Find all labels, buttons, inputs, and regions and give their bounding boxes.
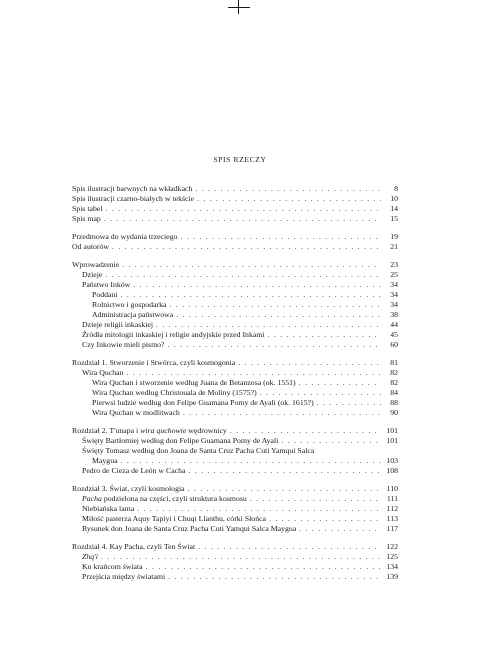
toc-entry-label: Źródła mitologii inkaskiej i religie andyjskie przed Inkami	[82, 330, 265, 339]
dot-leader	[195, 184, 381, 194]
toc-entry-label: Rozdział 2. T'unapa i wira quchowie wędrownicy	[72, 426, 227, 435]
page-title: SPIS RZECZY	[213, 155, 267, 164]
toc-page-number: 82	[390, 368, 398, 377]
dot-leader	[106, 204, 381, 214]
dot-leader	[183, 408, 381, 418]
dot-leader	[260, 388, 381, 398]
toc-page-number: 101	[386, 426, 398, 435]
toc-page-number: 111	[386, 494, 398, 503]
toc-page-number: 21	[390, 242, 398, 251]
toc-entry[interactable]	[72, 542, 398, 552]
dot-leader	[101, 552, 381, 562]
dot-leader	[317, 398, 381, 408]
toc-entry[interactable]	[72, 572, 398, 582]
toc-entry[interactable]	[72, 524, 398, 534]
toc-section	[72, 260, 398, 350]
toc-entry-label: Administracja państwowa	[92, 310, 174, 319]
toc-page-number: 23	[390, 260, 398, 269]
toc-page-number: 113	[386, 514, 398, 523]
dot-leader	[156, 320, 381, 330]
toc-entry[interactable]	[72, 514, 398, 524]
toc-entry[interactable]	[72, 504, 398, 514]
toc-page-number: 10	[390, 194, 398, 203]
toc-entry[interactable]	[72, 214, 398, 224]
toc-entry-label: Pacha podzielona na części, czyli struktura kosmosu	[82, 494, 247, 503]
toc-entry-label: Poddani	[92, 290, 118, 299]
toc-entry[interactable]	[72, 242, 398, 252]
dot-leader	[198, 542, 381, 552]
toc-entry[interactable]	[72, 204, 398, 214]
toc-page-number: 82	[390, 378, 398, 387]
dot-leader	[105, 270, 381, 280]
table-of-contents	[72, 184, 398, 590]
toc-page-number: 34	[390, 280, 398, 289]
toc-entry-label: Przedmowa do wydania trzeciego	[72, 232, 178, 241]
dot-leader	[188, 466, 381, 476]
toc-page-number: 122	[386, 542, 398, 551]
dot-leader	[281, 436, 381, 446]
dot-leader	[176, 310, 381, 320]
toc-entry[interactable]	[72, 358, 398, 368]
toc-entry[interactable]	[72, 408, 398, 418]
toc-entry-label: Spis ilustracji barwnych na wkładkach	[72, 184, 193, 193]
toc-page-number: 110	[386, 484, 398, 493]
toc-entry-label: Rolnictwo i gospodarka	[92, 300, 167, 309]
toc-page-number: 117	[386, 524, 398, 533]
toc-entry[interactable]	[72, 466, 398, 476]
dot-leader	[146, 562, 381, 572]
toc-section	[72, 484, 398, 534]
toc-entry-label: Wprowadzenie	[72, 260, 120, 269]
dot-leader	[170, 300, 382, 310]
dot-leader	[250, 494, 381, 504]
toc-entry[interactable]	[72, 260, 398, 270]
dot-leader	[299, 524, 381, 534]
toc-page-number: 84	[390, 388, 398, 397]
toc-entry-label: Pedro de Cieza de León w Cacha	[82, 466, 186, 475]
toc-section	[72, 184, 398, 224]
toc-entry-label: Od autorów	[72, 242, 110, 251]
toc-entry-label: Miłość pasterza Aquy Tapiyi i Chuqi Llanthu, córki Słońca	[82, 514, 267, 523]
toc-entry[interactable]	[72, 426, 398, 436]
toc-entry[interactable]	[72, 300, 398, 310]
toc-entry-label: Spis map	[72, 214, 101, 223]
toc-entry[interactable]	[72, 320, 398, 330]
toc-entry-label: Rozdział 4. Kay Pacha, czyli Ten Świat	[72, 542, 196, 551]
toc-entry-label: Spis tabel	[72, 204, 103, 213]
toc-entry-label: Święty Bartłomiej według don Felipe Guamana Pomy de Ayali	[82, 436, 279, 445]
toc-entry[interactable]	[72, 552, 398, 562]
toc-entry-continuation: Maygua . . . 103	[72, 456, 398, 466]
toc-page-number: 15	[390, 214, 398, 223]
toc-entry-label: Państwo Inków	[82, 280, 131, 289]
toc-entry-label: Zhq'i	[82, 552, 98, 561]
dot-leader	[122, 260, 381, 270]
toc-entry[interactable]	[72, 494, 398, 504]
toc-entry[interactable]	[72, 184, 398, 194]
toc-entry-label: Niebiańska lama	[82, 504, 135, 513]
toc-entry-label: Rysunek don Joana de Santa Cruz Pacha Cuti Yamqui Salca Maygua	[82, 524, 297, 533]
toc-page-number: 134	[386, 562, 398, 571]
toc-entry[interactable]	[72, 484, 398, 494]
toc-page-number: 60	[390, 340, 398, 349]
toc-entry[interactable]	[72, 280, 398, 290]
toc-entry[interactable]	[72, 436, 398, 446]
toc-page-number: 81	[390, 358, 398, 367]
toc-entry[interactable]	[72, 270, 398, 280]
toc-entry-label: Wira Quchan według Christouala de Moliny (1575?)	[92, 388, 257, 397]
dot-leader	[104, 214, 381, 224]
toc-entry-label: Święty Tomasz według don Joana de Santa Cruz Pacha Cuti Yamqui Salca	[82, 446, 315, 455]
toc-entry[interactable]	[72, 290, 398, 300]
toc-entry[interactable]	[72, 232, 398, 242]
toc-page-number: 14	[390, 204, 398, 213]
dot-leader	[168, 340, 381, 350]
toc-entry[interactable]	[72, 194, 398, 204]
toc-page-number: 108	[386, 466, 398, 475]
toc-entry-label: Spis ilustracji czarno-białych w tekście	[72, 194, 195, 203]
toc-page-number: 34	[390, 300, 398, 309]
toc-entry[interactable]	[72, 562, 398, 572]
toc-entry-label: Rozdział 3. Świat, czyli kosmologia	[72, 484, 185, 493]
toc-page-number: 88	[390, 398, 398, 407]
toc-page-number: 34	[390, 290, 398, 299]
toc-entry-label: Wira Quchan	[82, 368, 124, 377]
toc-entry-label: Rozdział 1. Stworzenie i Stwórca, czyli kosmogonia	[72, 358, 236, 367]
toc-entry-label: Dzieje	[82, 270, 103, 279]
toc-page-number: 103	[386, 456, 398, 465]
toc-entry-label: Dzieje religii inkaskiej	[82, 320, 154, 329]
toc-page-number: 90	[390, 408, 398, 417]
toc-page-number: 19	[390, 232, 398, 241]
toc-page-number: 101	[386, 436, 398, 445]
dot-leader	[268, 330, 381, 340]
toc-entry-label: Czy Inkowie mieli pismo?	[82, 340, 165, 349]
toc-entry-label: Przejścia między światami	[82, 572, 166, 581]
toc-page-number: 139	[386, 572, 398, 581]
toc-page-number: 8	[394, 184, 398, 193]
toc-entry[interactable]	[72, 310, 398, 320]
toc-entry[interactable]	[72, 368, 398, 378]
dot-leader	[121, 456, 381, 466]
dot-leader	[133, 280, 381, 290]
dot-leader	[112, 242, 381, 252]
toc-page-number: 38	[390, 310, 398, 319]
dot-leader	[137, 504, 381, 514]
dot-leader	[238, 358, 381, 368]
toc-entry-label: Wira Quchan w modlitwach	[92, 408, 180, 417]
toc-entry[interactable]	[72, 388, 398, 398]
toc-entry-label: Pierwsi ludzie według don Felipe Guamana Pomy de Ayali (ok. 1615?)	[92, 398, 314, 407]
toc-section	[72, 542, 398, 582]
dot-leader	[188, 484, 381, 494]
dot-leader	[126, 368, 381, 378]
toc-page-number: 44	[390, 320, 398, 329]
toc-entry-label: Ku krańcom świata	[82, 562, 143, 571]
dot-leader	[197, 194, 381, 204]
toc-section	[72, 426, 398, 476]
toc-entry[interactable]	[72, 446, 398, 456]
toc-entry[interactable]	[72, 330, 398, 340]
dot-leader	[269, 514, 381, 524]
toc-page-number: 25	[390, 270, 398, 279]
dot-leader	[180, 232, 381, 242]
toc-page-number: 112	[386, 504, 398, 513]
crop-mark-horizontal	[228, 7, 250, 8]
toc-entry[interactable]	[72, 398, 398, 408]
dot-leader	[121, 290, 381, 300]
toc-entry[interactable]	[72, 378, 398, 388]
toc-page-number: 45	[390, 330, 398, 339]
dot-leader	[299, 378, 381, 388]
toc-section	[72, 232, 398, 252]
toc-page-number: 125	[386, 552, 398, 561]
toc-entry[interactable]	[72, 340, 398, 350]
toc-entry-label: Wira Quchan i stworzenie według Juana de Betanzosa (ok. 1551)	[92, 378, 296, 387]
toc-section	[72, 358, 398, 418]
dot-leader	[168, 572, 381, 582]
dot-leader	[230, 426, 381, 436]
